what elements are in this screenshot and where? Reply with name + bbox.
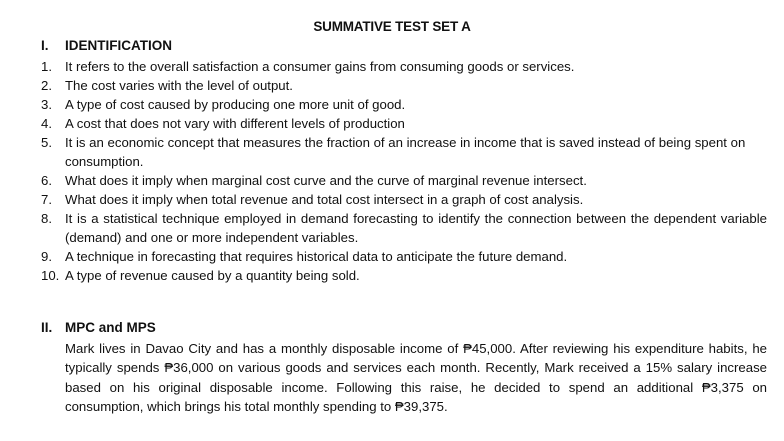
item-number: 2. xyxy=(41,78,52,93)
item-number: 1. xyxy=(41,59,52,74)
item-number: 9. xyxy=(41,249,52,264)
list-item xyxy=(41,76,767,95)
item-number: 8. xyxy=(41,211,52,226)
item-number: 10. xyxy=(41,268,60,283)
item-text: It is a statistical technique employed in demand forecasting to identify the connection between the dependent variable (demand) and one or more independent variables. xyxy=(65,211,767,245)
item-text: It refers to the overall satisfaction a consumer gains from consuming goods or services. xyxy=(65,59,575,74)
identification-list xyxy=(41,57,767,285)
item-text: The cost varies with the level of output. xyxy=(65,78,293,93)
item-text: A type of cost caused by producing one more unit of good. xyxy=(65,97,406,112)
section-title: MPC and MPS xyxy=(65,320,156,335)
section-title: IDENTIFICATION xyxy=(65,38,172,53)
document-title: SUMMATIVE TEST SET A xyxy=(313,19,471,34)
list-item xyxy=(41,114,767,133)
item-number: 3. xyxy=(41,97,52,112)
section-numeral: I. xyxy=(41,38,49,53)
section-heading-identification xyxy=(41,38,172,53)
item-text: What does it imply when marginal cost curve and the curve of marginal revenue intersect. xyxy=(65,173,587,188)
item-number: 4. xyxy=(41,116,52,131)
item-text: What does it imply when total revenue and total cost intersect in a graph of cost analysis. xyxy=(65,192,584,207)
item-number: 6. xyxy=(41,173,52,188)
list-item xyxy=(41,95,767,114)
section-heading-mpc-mps xyxy=(41,320,156,335)
problem-paragraph: Mark lives in Davao City and has a monthly disposable income of ₱45,000. After reviewing his expenditure habits, he typically spends ₱36,000 on various goods and services each month. Recently, Mark received a 15% salary increase based on his original disposable income. Following this raise, he decided to spend an additional ₱3,375 on consumption, which brings his total monthly spending to ₱39,375. xyxy=(65,341,767,415)
section-numeral: II. xyxy=(41,320,53,335)
list-item xyxy=(41,247,767,266)
item-number: 7. xyxy=(41,192,52,207)
item-text: It is an economic concept that measures the fraction of an increase in income that is saved instead of being spent on consumption. xyxy=(65,135,746,169)
item-text: A technique in forecasting that requires historical data to anticipate the future demand. xyxy=(65,249,568,264)
item-number: 5. xyxy=(41,135,52,150)
item-text: A type of revenue caused by a quantity being sold. xyxy=(65,268,360,283)
list-item xyxy=(41,57,767,76)
list-item xyxy=(41,190,767,209)
list-item xyxy=(41,209,767,247)
list-item xyxy=(41,266,767,285)
item-text: A cost that does not vary with different levels of production xyxy=(65,116,405,131)
list-item xyxy=(41,171,767,190)
list-item xyxy=(41,133,767,171)
